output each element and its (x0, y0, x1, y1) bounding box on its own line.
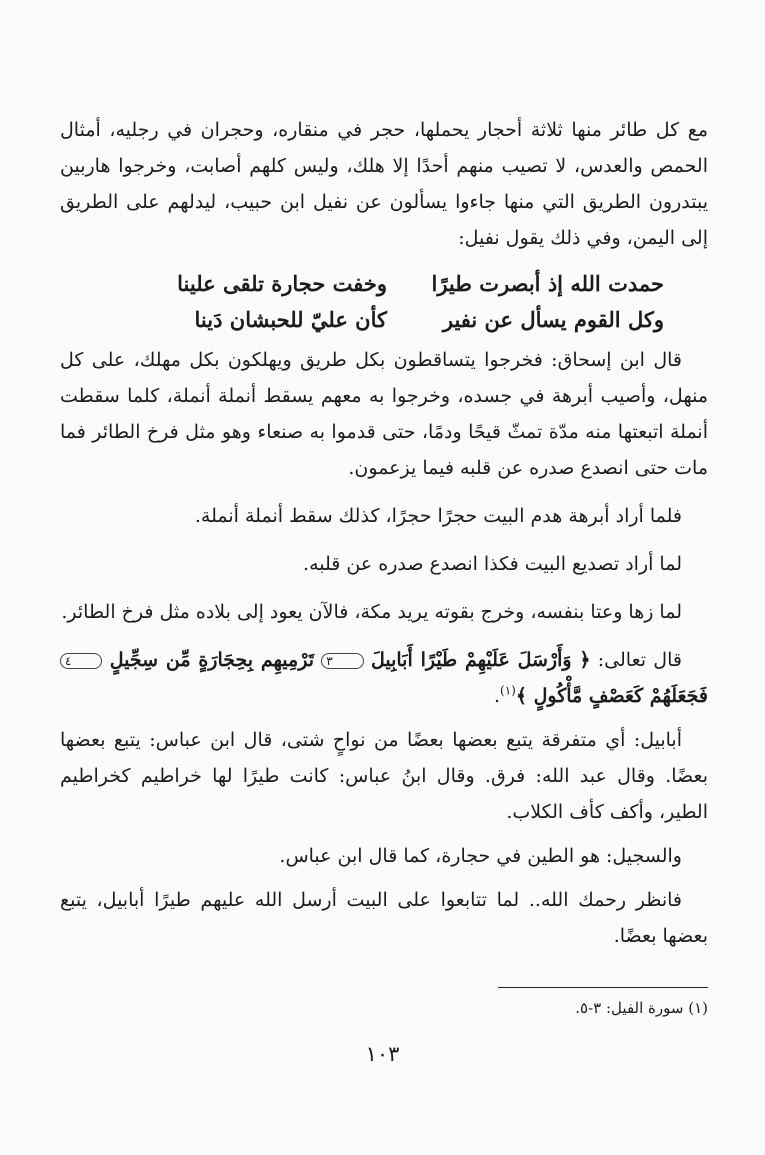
paragraph-ababil: أبابيل: أي متفرقة يتبع بعضها بعضًا من نواحٍ شتى، قال ابن عباس: يتبع بعضها بعضًا. وقال عبد الله: فرق. وقال ابنُ عباس: كانت طيرًا لها خراطيم كخراطيم الطير، وأكف كأف الكلاب. (60, 729, 708, 823)
quran-end-punctuation: . (493, 685, 500, 707)
page-number: ١٠٣ (365, 1042, 400, 1066)
footnote: (١) سورة الفيل: ٣-٥. (575, 999, 708, 1017)
intro-paragraph: مع كل طائر منها ثلاثة أحجار يحملها، حجر في منقاره، وحجران في رجليه، أمثال الحمص والعدس، لا تصيب منهم أحدًا إلا هلك، وليس كلهم أصابت، وخرجوا هاربين يبتدرون الطريق التي منها جاءوا يسألون عن نفيل ابن حبيب، ليدلهم على الطريق إلى اليمن، وفي ذلك يقول نفيل: (60, 119, 708, 249)
ayah-number-mark-3: ٣ (321, 653, 363, 669)
paragraph-sijjil: والسجيل: هو الطين في حجارة، كما قال ابن عباس. (279, 845, 682, 867)
footnote-reference: (١) (500, 683, 516, 698)
poem-line-2-second-hemistich: كأن عليّ للحبشان دَينا (194, 307, 387, 332)
poem-line-2-first-hemistich: وكل القوم يسأل عن نفير (442, 307, 664, 332)
poem-line-1-first-hemistich: حمدت الله إذ أبصرت طيرًا (431, 271, 664, 296)
paragraph-reflection: فانظر رحمك الله.. لما تتابعوا على البيت أرسل الله عليهم طيرًا أبابيل، يتبع بعضها بعضًا. (60, 889, 708, 947)
paragraph-quran-quote (60, 642, 708, 714)
paragraph-arrogance: لما زها وعتا بنفسه، وخرج بقوته يريد مكة، فالآن يعود إلى بلاده مثل فرخ الطائر. (61, 601, 682, 623)
footnote-divider (498, 987, 708, 988)
quran-verse-part-1: ﴿ وَأَرْسَلَ عَلَيْهِمْ طَيْرًا أَبَابِيلَ (370, 649, 591, 671)
paragraph-abraha-stones: فلما أراد أبرهة هدم البيت حجرًا حجرًا، كذلك سقط أنملة أنملة. (194, 505, 682, 527)
paragraph-ibn-ishaq: قال ابن إسحاق: فخرجوا يتساقطون بكل طريق ويهلكون بكل مهلك، على كل منهل، وأصيب أبرهة في جسده، وخرجوا به معهم يسقط أنملة أنملة، كلما سقطت أنملة اتبعتها منه مدّة تمثّ قيحًا ودمًا، حتى قدموا به صنعاء وهو مثل فرخ الطائر فما مات حتى انصدع صدره عن قلبه فيما يزعمون. (60, 349, 708, 479)
poem-line-1-second-hemistich: وخفت حجارة تلقى علينا (177, 271, 387, 296)
quran-verse-part-2: تَرْمِيهِم بِحِجَارَةٍ مِّن سِجِّيلٍ (109, 649, 314, 671)
main-text-block (60, 342, 708, 954)
intro-paragraph-block (60, 112, 708, 256)
paragraph-splitting: لما أراد تصديع البيت فكذا انصدع صدره عن قلبه. (303, 553, 682, 575)
ayah-number-mark-4: ٤ (60, 653, 102, 669)
quran-verse-part-3: فَجَعَلَهُمْ كَعَصْفٍ مَّأْكُولٍ ﴾ (515, 685, 708, 707)
quran-intro: قال تعالى: (597, 649, 682, 671)
